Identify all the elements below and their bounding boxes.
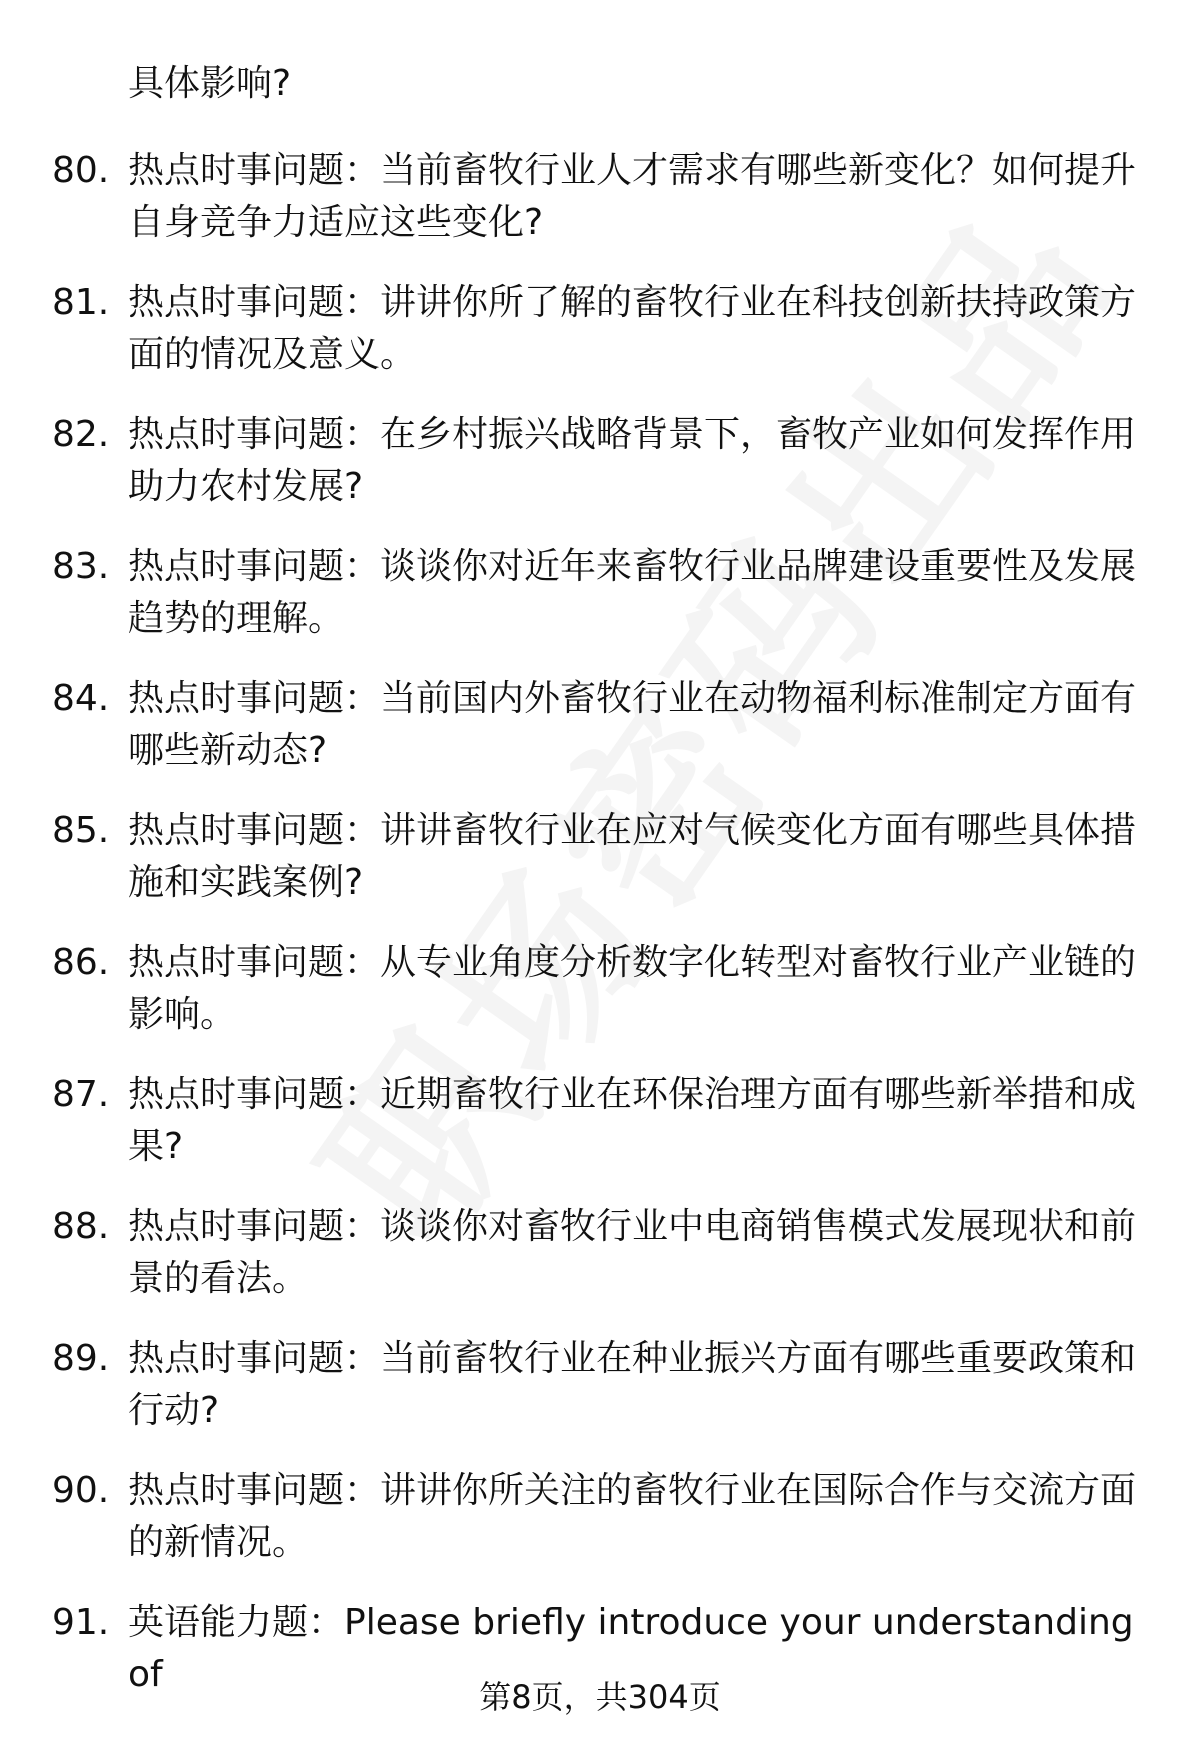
question-text: 热点时事问题：在乡村振兴战略背景下，畜牧产业如何发挥作用 助力农村发展? <box>128 414 1137 507</box>
question-item <box>0 1333 1200 1465</box>
question-item <box>0 1201 1200 1333</box>
question-number: 86. <box>52 942 110 983</box>
page-footer: 第8页，共304页 <box>479 1678 721 1716</box>
question-number: 90. <box>52 1470 110 1511</box>
question-number: 88. <box>52 1206 110 1247</box>
question-text: 热点时事问题：当前畜牧行业人才需求有哪些新变化？如何提升 自身竞争力适应这些变化? <box>128 150 1137 243</box>
question-number: 82. <box>52 414 110 455</box>
question-number: 87. <box>52 1074 110 1115</box>
question-item <box>0 805 1200 937</box>
question-item <box>0 145 1200 277</box>
question-text: 热点时事问题：谈谈你对畜牧行业中电商销售模式发展现状和前 景的看法。 <box>128 1206 1137 1299</box>
question-number: 84. <box>52 678 110 719</box>
question-text: 热点时事问题：近期畜牧行业在环保治理方面有哪些新举措和成 果? <box>128 1074 1137 1167</box>
question-item <box>0 937 1200 1069</box>
question-text: 热点时事问题：讲讲你所关注的畜牧行业在国际合作与交流方面 的新情况。 <box>128 1470 1137 1563</box>
question-item <box>0 1465 1200 1597</box>
question-item <box>0 673 1200 805</box>
question-text: 热点时事问题：当前畜牧行业在种业振兴方面有哪些重要政策和 行动? <box>128 1338 1137 1431</box>
question-item <box>0 1069 1200 1201</box>
question-number: 80. <box>52 150 110 191</box>
question-text: 热点时事问题：从专业角度分析数字化转型对畜牧行业产业链的 影响。 <box>128 942 1137 1035</box>
question-text: 热点时事问题：当前国内外畜牧行业在动物福利标准制定方面有 哪些新动态? <box>128 678 1137 771</box>
question-item <box>0 541 1200 673</box>
question-item <box>0 277 1200 409</box>
question-item <box>0 409 1200 541</box>
question-number: 91. <box>52 1602 110 1643</box>
question-text: 热点时事问题：讲讲你所了解的畜牧行业在科技创新扶持政策方 面的情况及意义。 <box>128 282 1137 375</box>
question-text: 热点时事问题：谈谈你对近年来畜牧行业品牌建设重要性及发展 趋势的理解。 <box>128 546 1137 639</box>
question-list <box>0 145 1200 1729</box>
question-number: 81. <box>52 282 110 323</box>
question-number: 89. <box>52 1338 110 1379</box>
question-text: 英语能力题：Please briefly introduce your understanding of <box>128 1602 1134 1695</box>
continued-question-text: 具体影响? <box>128 63 292 104</box>
question-number: 85. <box>52 810 110 851</box>
question-number: 83. <box>52 546 110 587</box>
question-text: 热点时事问题：讲讲畜牧行业在应对气候变化方面有哪些具体措 施和实践案例? <box>128 810 1137 903</box>
